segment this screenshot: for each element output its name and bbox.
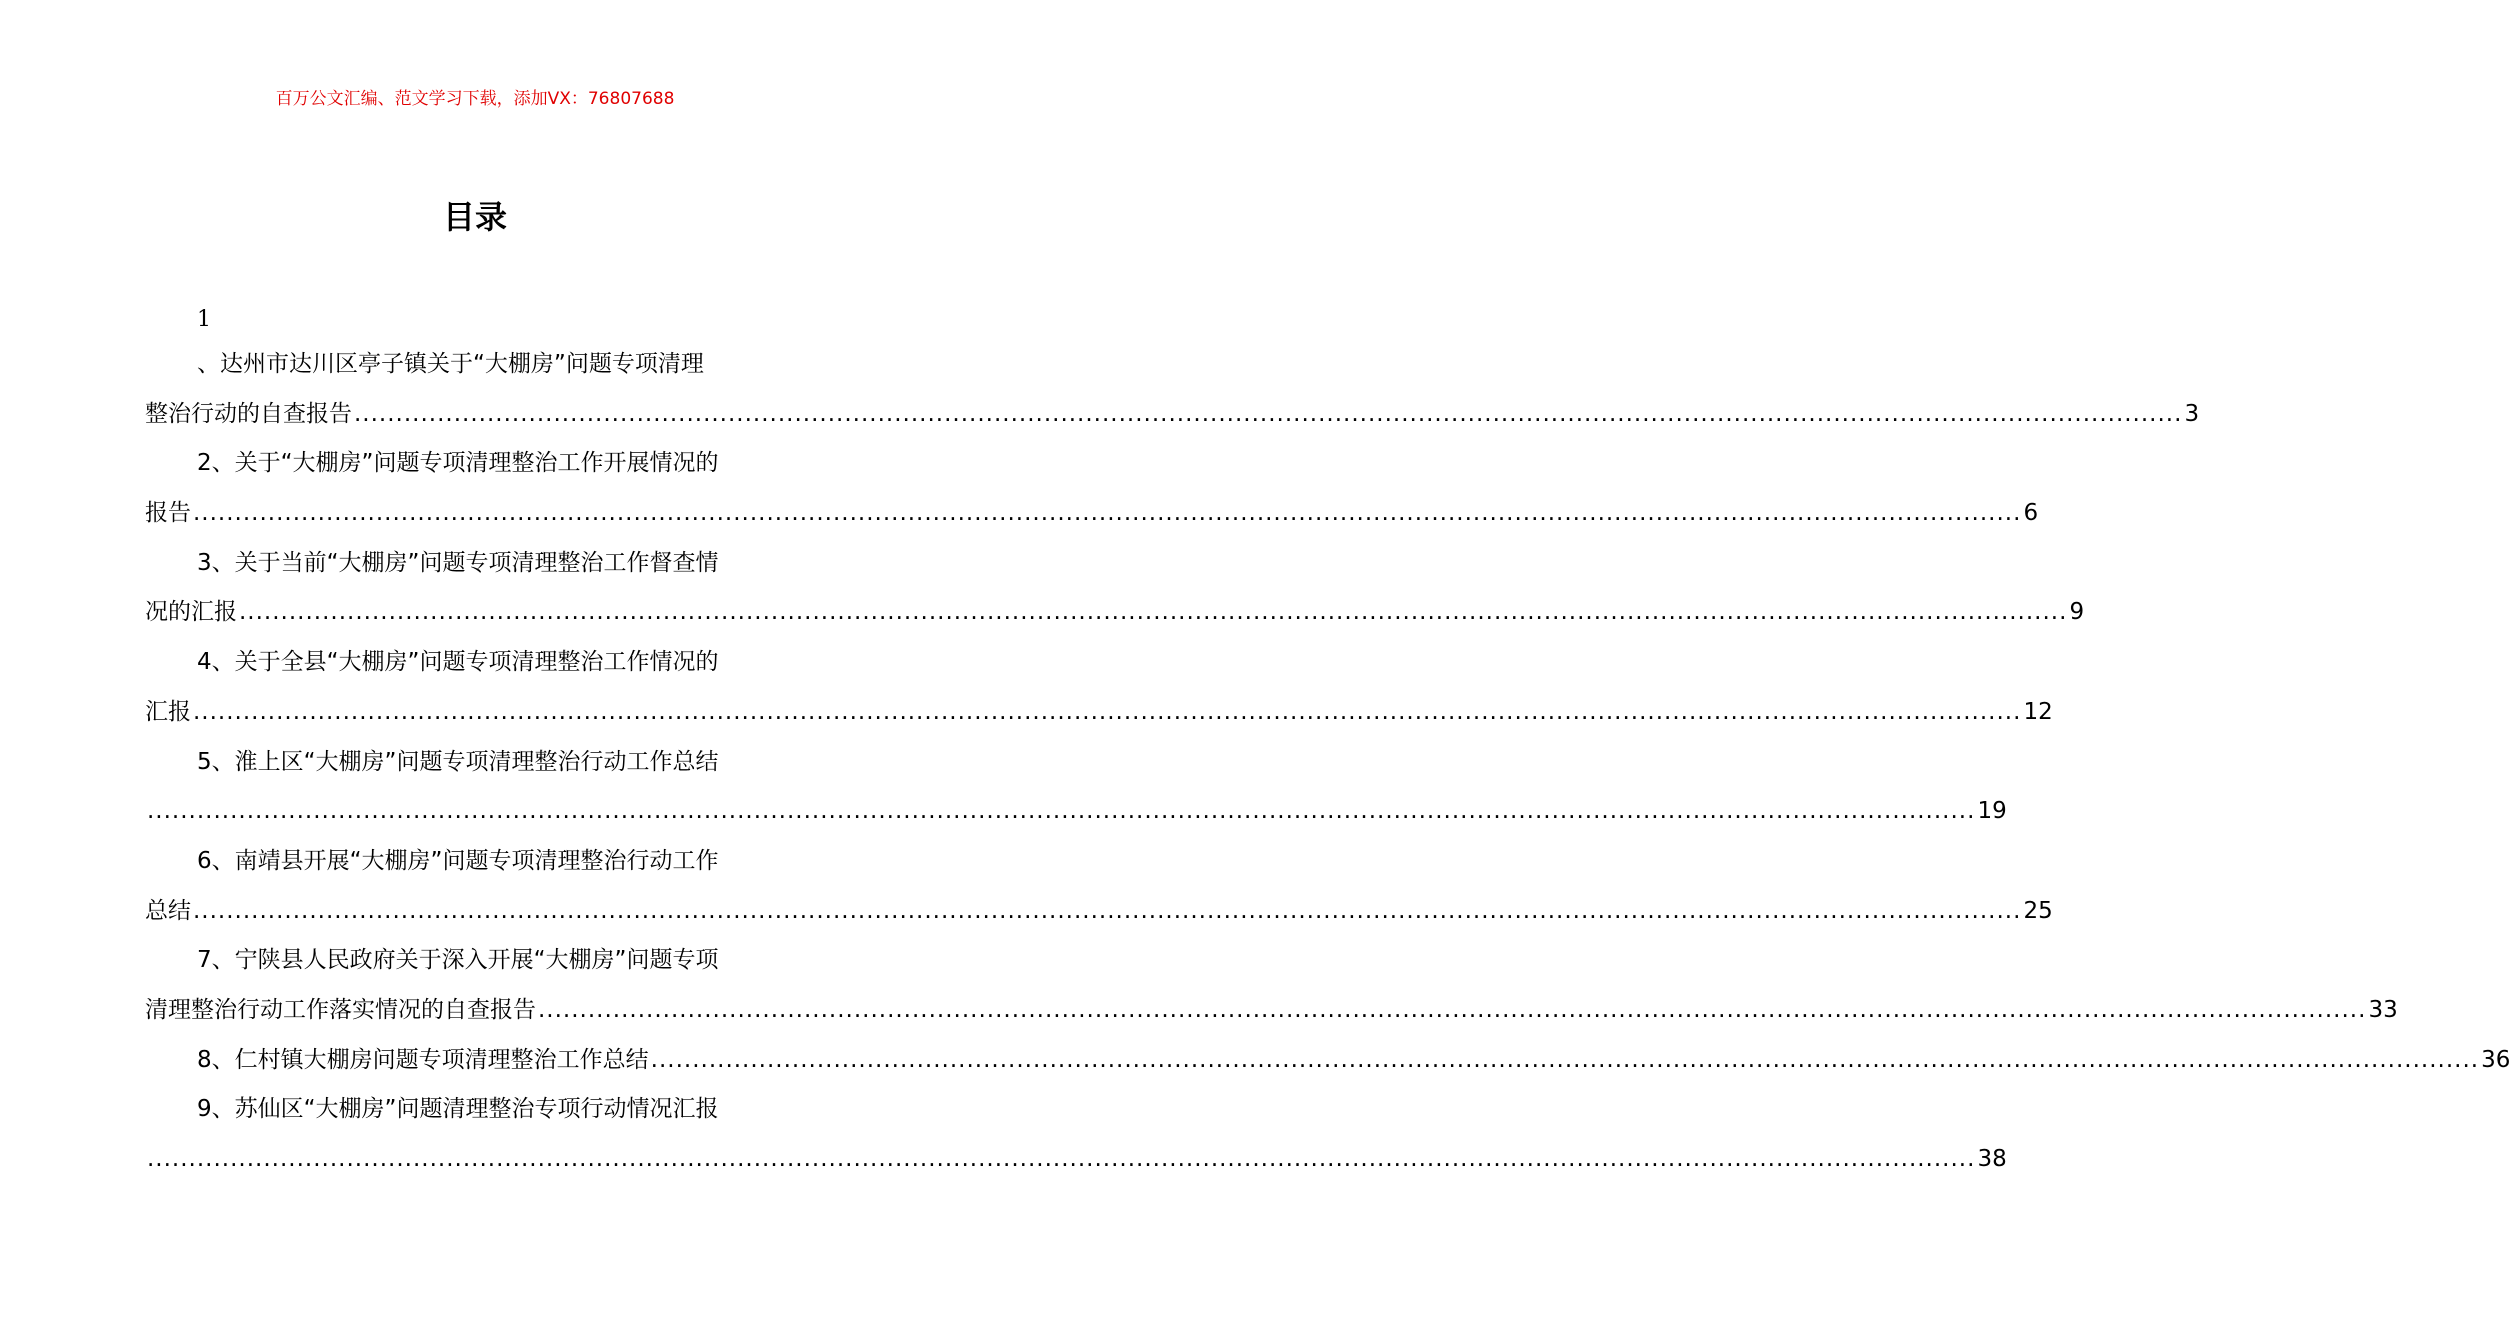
- dot-leader: ............................................................................................................................................................................................................................: [538, 996, 2367, 1023]
- toc-page-number: 38: [1977, 1146, 2007, 1172]
- toc-entry[interactable]: [145, 1036, 2510, 1086]
- toc-entry[interactable]: [145, 1085, 2007, 1184]
- toc-page-number: 36: [2481, 1046, 2510, 1073]
- toc-line: [145, 738, 805, 788]
- toc-entry[interactable]: [145, 638, 2053, 737]
- toc-entry-title: 9、苏仙区“大棚房”问题清理整治专项行动情况汇报: [197, 1096, 719, 1123]
- toc-line: [145, 986, 2398, 1036]
- toc-first-number: 1: [197, 307, 211, 332]
- toc-line: [145, 837, 805, 887]
- header-note: 百万公文汇编、范文学习下载，添加VX：76807688: [275, 89, 675, 109]
- toc-entry-title: 汇报: [145, 698, 191, 725]
- toc-line: [145, 688, 2053, 738]
- toc-line: [145, 936, 805, 986]
- toc-entry-title: 总结: [145, 897, 191, 924]
- toc-page-number: 6: [2023, 500, 2039, 527]
- toc-entry[interactable]: [145, 738, 2007, 837]
- toc-line: [145, 638, 805, 688]
- toc-entry[interactable]: [145, 837, 2053, 936]
- table-of-contents: [145, 300, 2510, 1185]
- toc-line: [145, 588, 2085, 638]
- toc-line: [145, 539, 805, 589]
- toc-page-number: 33: [2368, 996, 2398, 1023]
- toc-entry-title: 、达州市达川区亭子镇关于“大棚房”问题专项清理: [197, 351, 704, 377]
- toc-entry[interactable]: [145, 439, 2039, 538]
- toc-line: [145, 1135, 2007, 1185]
- toc-entry-title: 7、宁陕县人民政府关于深入开展“大棚房”问题专项: [197, 947, 719, 974]
- toc-page-number: 9: [2069, 599, 2085, 626]
- toc-page-number: 25: [2023, 897, 2053, 924]
- page-title: 目录: [442, 198, 507, 236]
- toc-line: [145, 787, 2007, 837]
- dot-leader: ............................................................................................................................................................................................................................: [239, 599, 2068, 626]
- toc-entry-title: 6、南靖县开展“大棚房”问题专项清理整治行动工作: [197, 847, 719, 874]
- toc-page-number: 12: [2023, 698, 2053, 725]
- toc-entry[interactable]: [145, 340, 2200, 439]
- toc-line: [145, 340, 805, 390]
- toc-line: [145, 489, 2039, 539]
- toc-line: [145, 1085, 805, 1135]
- toc-line: [145, 390, 2200, 440]
- toc-entry-title: 清理整治行动工作落实情况的自查报告: [145, 996, 536, 1023]
- dot-leader: ............................................................................................................................................................................................................................: [147, 1146, 1976, 1172]
- toc-line: [145, 1036, 2510, 1086]
- toc-line: [145, 439, 805, 489]
- toc-entry[interactable]: [145, 539, 2085, 638]
- toc-entry-title: 报告: [145, 500, 191, 527]
- dot-leader: ............................................................................................................................................................................................................................: [193, 897, 2022, 924]
- toc-entry-title: 2、关于“大棚房”问题专项清理整治工作开展情况的: [197, 450, 719, 477]
- dot-leader: ............................................................................................................................................................................................................................: [193, 500, 2022, 527]
- toc-entry-title: 3、关于当前“大棚房”问题专项清理整治工作督查情: [197, 549, 719, 576]
- dot-leader: ............................................................................................................................................................................................................................: [147, 798, 1976, 825]
- toc-entry-title: 况的汇报: [145, 599, 237, 626]
- toc-entry-title: 8、仁村镇大棚房问题专项清理整治工作总结: [197, 1046, 649, 1073]
- toc-entry[interactable]: [145, 936, 2398, 1035]
- dot-leader: ............................................................................................................................................................................................................................: [354, 400, 2183, 427]
- toc-entry-title: 5、淮上区“大棚房”问题专项清理整治行动工作总结: [197, 748, 719, 775]
- toc-line: [145, 887, 2053, 937]
- dot-leader: ............................................................................................................................................................................................................................: [650, 1046, 2480, 1073]
- toc-entry-title: 4、关于全县“大棚房”问题专项清理整治工作情况的: [197, 649, 719, 676]
- toc-entries: [145, 340, 2510, 1185]
- toc-page-number: 19: [1977, 798, 2007, 825]
- toc-page-number: 3: [2184, 400, 2200, 427]
- toc-entry-title: 整治行动的自查报告: [145, 400, 352, 427]
- dot-leader: ............................................................................................................................................................................................................................: [193, 698, 2022, 725]
